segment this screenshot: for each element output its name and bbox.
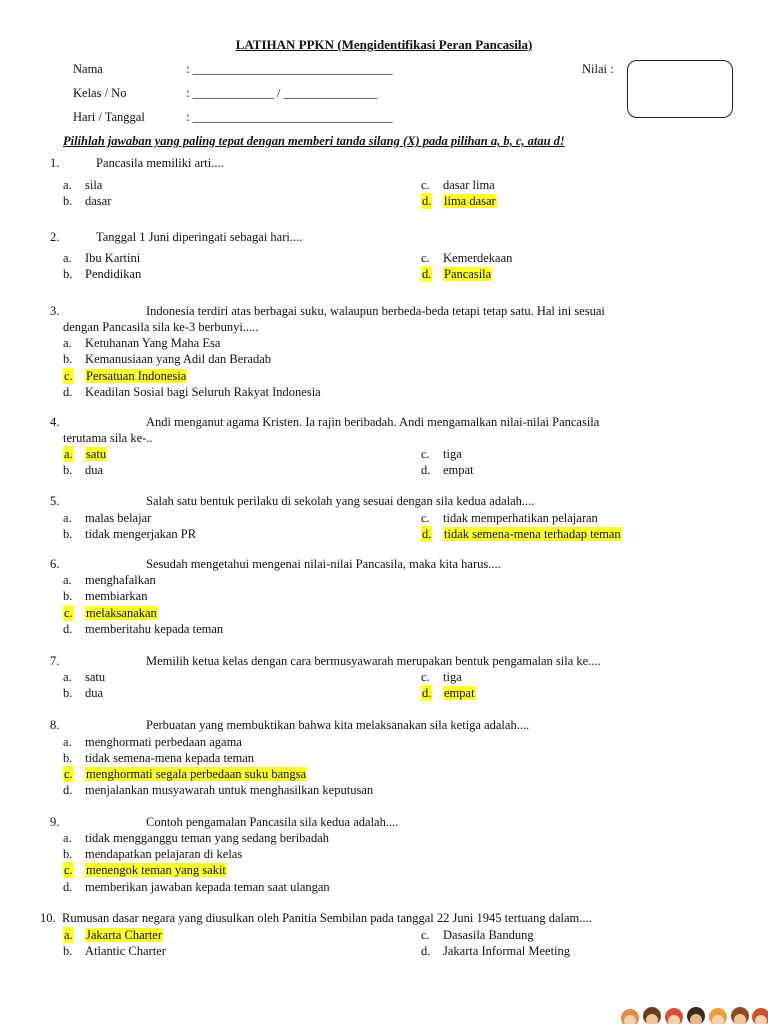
field-label-kelas: Kelas / No	[73, 86, 127, 100]
option-text-answer: menengok teman yang sakit	[86, 863, 226, 877]
option-letter-answer: a.	[64, 447, 73, 461]
kids-border-decoration	[618, 998, 768, 1024]
question-text: Sesudah mengetahui mengenai nilai-nilai Pancasila, maka kita harus....	[146, 557, 501, 571]
option-text: menghafalkan	[85, 573, 156, 587]
option-letter: b.	[63, 589, 73, 603]
option-letter: a.	[63, 511, 72, 525]
question-text: Rumusan dasar negara yang diusulkan oleh Panitia Sembilan pada tanggal 22 Juni 1945 tertuang dalam....	[62, 911, 592, 925]
option-letter: c.	[421, 251, 430, 265]
instruction: Pilihlah jawaban yang paling tepat dengan memberi tanda silang (X) pada pilihan a, b, c, atau d!	[63, 134, 565, 148]
field-kelas-blank[interactable]: : _____________ / _______________	[186, 86, 378, 100]
option-letter: b.	[63, 352, 73, 366]
question-number: 1.	[50, 156, 60, 170]
option-text-answer: Pancasila	[444, 267, 492, 281]
option-text: mendapatkan pelajaran di kelas	[85, 847, 243, 861]
option-text: Kemerdekaan	[443, 251, 513, 265]
option-text: dasar lima	[443, 178, 495, 192]
question-number: 3.	[50, 304, 60, 318]
option-letter: a.	[63, 251, 72, 265]
option-text-answer: satu	[86, 447, 107, 461]
option-text: Dasasila Bandung	[443, 928, 534, 942]
option-text: menghormati perbedaan agama	[85, 735, 242, 749]
option-letter-answer: c.	[64, 767, 73, 781]
option-text-answer: Persatuan Indonesia	[86, 369, 187, 383]
page-title: LATIHAN PPKN (Mengidentifikasi Peran Pancasila)	[235, 37, 533, 52]
question-number: 9.	[50, 815, 60, 829]
option-text: satu	[85, 670, 106, 684]
option-letter: d.	[63, 783, 73, 797]
option-letter: d.	[63, 880, 73, 894]
question-text: Memilih ketua kelas dengan cara bermusyawarah merupakan bentuk pengamalan sila ke....	[146, 654, 601, 668]
option-letter-answer: d.	[422, 686, 432, 700]
option-letter-answer: d.	[422, 527, 432, 541]
option-letter: a.	[63, 670, 72, 684]
option-letter: d.	[421, 944, 431, 958]
option-text-answer: melaksanakan	[86, 606, 157, 620]
option-letter: c.	[421, 511, 430, 525]
question-number: 4.	[50, 415, 60, 429]
field-label-nama: Nama	[73, 62, 103, 76]
option-letter: c.	[421, 447, 430, 461]
option-text: dasar	[85, 194, 112, 208]
question-number: 6.	[50, 557, 60, 571]
option-letter-answer: c.	[64, 863, 73, 877]
option-text: Ibu Kartini	[85, 251, 141, 265]
option-letter-answer: c.	[64, 606, 73, 620]
option-text: memberikan jawaban kepada teman saat ulangan	[85, 880, 330, 894]
option-text: sila	[85, 178, 103, 192]
kids-illustration-icon	[618, 998, 768, 1024]
option-text: tidak memperhatikan pelajaran	[443, 511, 598, 525]
option-letter: b.	[63, 267, 73, 281]
option-text: Kemanusiaan yang Adil dan Beradab	[85, 352, 272, 366]
option-text-answer: menghormati segala perbedaan suku bangsa	[86, 767, 307, 781]
question-text-cont: dengan Pancasila sila ke-3 berbunyi.....	[63, 320, 259, 334]
option-text-answer: tidak semena-mena terhadap teman	[444, 527, 621, 541]
question-text: Perbuatan yang membuktikan bahwa kita melaksanakan sila ketiga adalah....	[146, 718, 530, 732]
option-letter: c.	[421, 670, 430, 684]
option-text: Atlantic Charter	[85, 944, 166, 958]
option-text-answer: empat	[444, 686, 475, 700]
option-letter: b.	[63, 686, 73, 700]
option-letter-answer: d.	[422, 267, 432, 281]
option-text: menjalankan musyawarah untuk menghasilkan keputusan	[85, 783, 374, 797]
option-letter: a.	[63, 573, 72, 587]
option-letter: a.	[63, 178, 72, 192]
question-text-cont: terutama sila ke-..	[63, 431, 153, 445]
option-text: dua	[85, 686, 104, 700]
field-nama-blank[interactable]: : ________________________________	[186, 62, 393, 76]
question-text: Indonesia terdiri atas berbagai suku, walaupun berbeda-beda tetapi tetap satu. Hal ini sesuai	[146, 304, 605, 318]
option-text: Ketuhanan Yang Maha Esa	[85, 336, 221, 350]
field-hari-blank[interactable]: : ________________________________	[186, 110, 393, 124]
question-text: Tanggal 1 Juni diperingati sebagai hari....	[96, 230, 303, 244]
option-letter: b.	[63, 847, 73, 861]
option-text: dua	[85, 463, 104, 477]
option-letter: b.	[63, 527, 73, 541]
question-text: Contoh pengamalan Pancasila sila kedua adalah....	[146, 815, 399, 829]
option-letter: b.	[63, 194, 73, 208]
field-label-hari: Hari / Tanggal	[73, 110, 145, 124]
option-letter: c.	[421, 178, 430, 192]
option-text: tidak semena-mena kepada teman	[85, 751, 255, 765]
option-text: Keadilan Sosial bagi Seluruh Rakyat Indonesia	[85, 385, 321, 399]
question-number: 5.	[50, 494, 60, 508]
option-text: empat	[443, 463, 474, 477]
option-letter: c.	[421, 928, 430, 942]
question-number: 7.	[50, 654, 60, 668]
option-letter-answer: c.	[64, 369, 73, 383]
option-text: tiga	[443, 447, 462, 461]
option-text: memberitahu kepada teman	[85, 622, 224, 636]
option-letter: b.	[63, 463, 73, 477]
option-text: Jakarta Informal Meeting	[443, 944, 571, 958]
question-number: 2.	[50, 230, 60, 244]
option-letter: d.	[63, 385, 73, 399]
option-letter: d.	[63, 622, 73, 636]
option-text: tidak mengganggu teman yang sedang beribadah	[85, 831, 330, 845]
option-letter: a.	[63, 735, 72, 749]
option-letter: b.	[63, 751, 73, 765]
option-letter-answer: a.	[64, 928, 73, 942]
question-text: Pancasila memiliki arti....	[96, 156, 224, 170]
score-box[interactable]	[627, 60, 733, 118]
question-text: Salah satu bentuk perilaku di sekolah yang sesuai dengan sila kedua adalah....	[146, 494, 535, 508]
option-text-answer: Jakarta Charter	[86, 928, 163, 942]
question-number: 8.	[50, 718, 60, 732]
option-letter: a.	[63, 831, 72, 845]
option-text-answer: lima dasar	[444, 194, 496, 208]
question-text: Andi menganut agama Kristen. Ia rajin beribadah. Andi mengamalkan nilai-nilai Pancasila	[146, 415, 600, 429]
option-text: tiga	[443, 670, 462, 684]
question-number: 10.	[40, 911, 56, 925]
option-text: Pendidikan	[85, 267, 142, 281]
option-text: membiarkan	[85, 589, 148, 603]
option-letter-answer: d.	[422, 194, 432, 208]
option-text: tidak mengerjakan PR	[85, 527, 197, 541]
option-letter: d.	[421, 463, 431, 477]
option-letter: b.	[63, 944, 73, 958]
option-letter: a.	[63, 336, 72, 350]
option-text: malas belajar	[85, 511, 152, 525]
nilai-label: Nilai :	[582, 62, 614, 76]
